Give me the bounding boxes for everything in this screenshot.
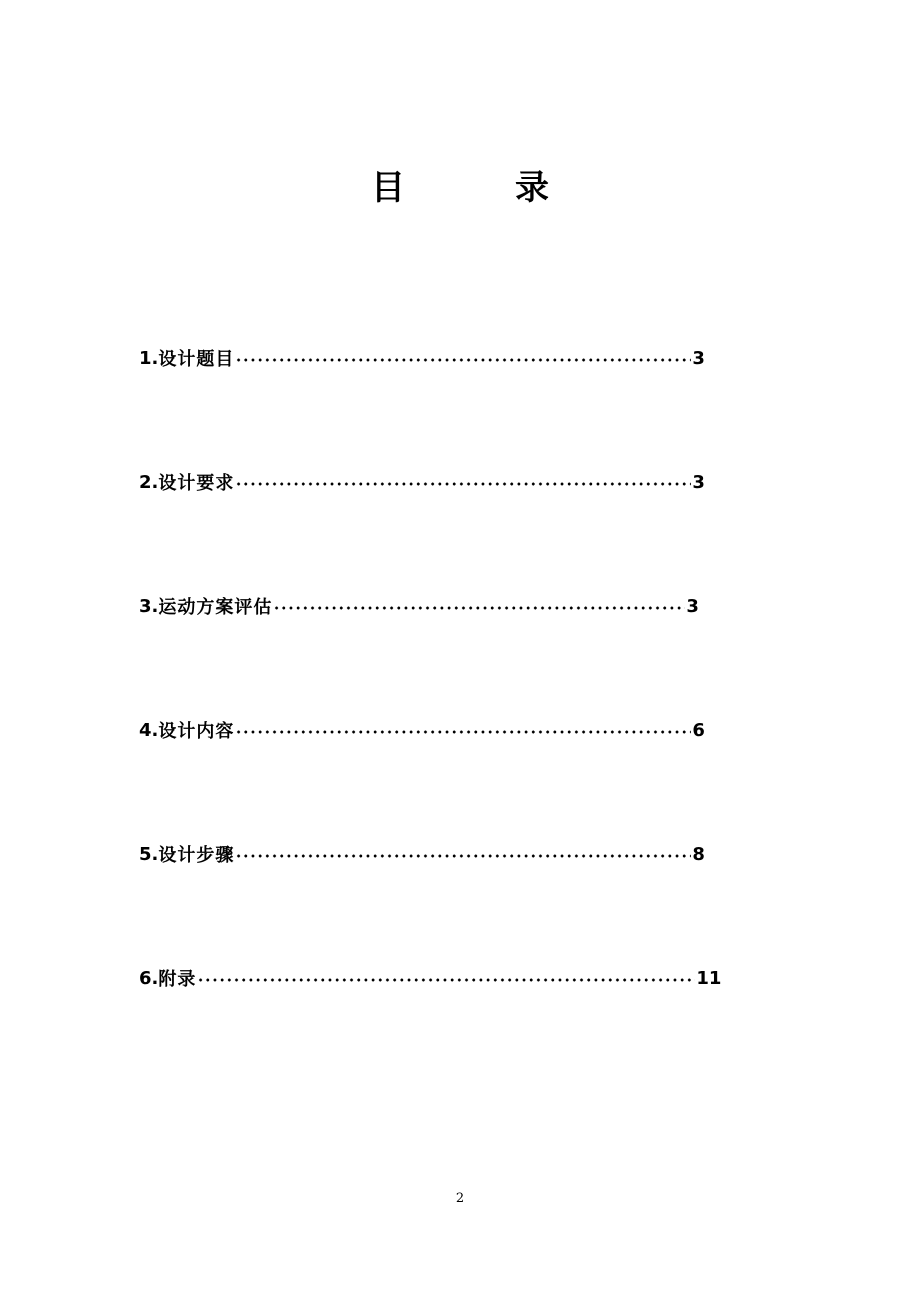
toc-entry-page: 11 xyxy=(696,967,722,989)
toc-entry-label: 设计题目 xyxy=(158,349,235,370)
toc-entry-page: 3 xyxy=(692,347,705,369)
toc-leader-dots xyxy=(235,482,691,486)
title-char-1: 目 xyxy=(371,168,405,208)
toc-entry-page: 3 xyxy=(686,595,699,617)
toc-entry-label: 设计内容 xyxy=(158,721,235,742)
toc-entry-number: 2. xyxy=(139,471,159,493)
toc-entry-4[interactable] xyxy=(139,717,705,743)
toc-entry-number: 5. xyxy=(139,843,159,865)
toc-entry-3[interactable] xyxy=(139,593,699,619)
toc-entry-2[interactable] xyxy=(139,469,705,495)
toc-entry-page: 3 xyxy=(692,471,705,493)
toc-entry-label: 设计要求 xyxy=(158,473,235,494)
toc-entry-number: 6. xyxy=(139,967,159,989)
toc-entry-label: 设计步骤 xyxy=(158,845,235,866)
toc-leader-dots xyxy=(273,606,685,610)
toc-leader-dots xyxy=(235,730,691,734)
toc-entry-label: 运动方案评估 xyxy=(158,597,273,618)
toc-entry-6[interactable] xyxy=(139,965,721,991)
toc-title xyxy=(0,160,920,209)
page-number: 2 xyxy=(455,1191,465,1206)
toc-entry-1[interactable] xyxy=(139,345,705,371)
toc-entry-5[interactable] xyxy=(139,841,705,867)
toc-entry-number: 1. xyxy=(139,347,159,369)
toc-leader-dots xyxy=(235,358,691,362)
title-char-2: 录 xyxy=(515,168,549,208)
toc-entry-page: 6 xyxy=(692,719,705,741)
toc-entry-page: 8 xyxy=(692,843,705,865)
toc-entry-label: 附录 xyxy=(158,969,197,990)
toc-entry-number: 3. xyxy=(139,595,159,617)
toc-leader-dots xyxy=(235,854,691,858)
toc-entry-number: 4. xyxy=(139,719,159,741)
toc-leader-dots xyxy=(197,978,695,982)
